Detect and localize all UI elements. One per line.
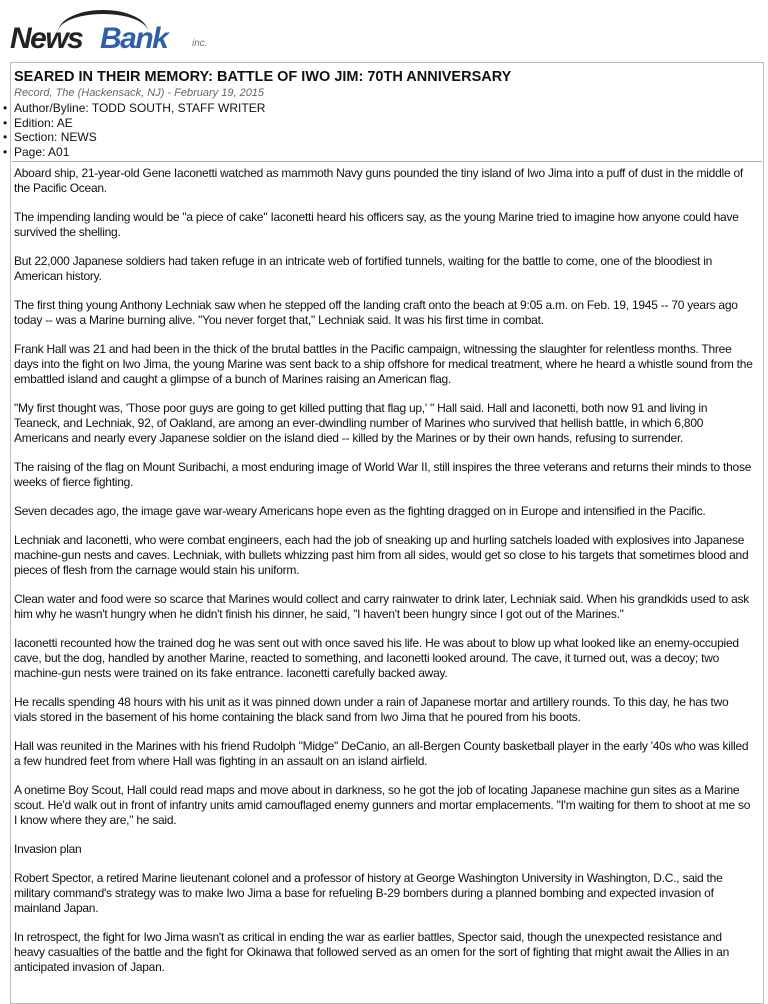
article-paragraph: Hall was reunited in the Marines with his friend Rudolph "Midge" DeCanio, an all-Bergen County basketball player in the early '40s who was killed a few hundred feet from where Hall was fighting in an assault on an island airfield. <box>14 739 749 768</box>
article-paragraph: The impending landing would be "a piece of cake" Iaconetti heard his officers say, as the young Marine tried to imagine how anyone could have survived the shelling. <box>14 210 739 239</box>
divider <box>12 161 762 162</box>
logo-bank-text: Bank <box>100 22 168 55</box>
article-paragraph: Lechniak and Iaconetti, who were combat engineers, each had the job of sneaking up and hurling satchels loaded with explosives into Japanese machine-gun nests and caves. Lechniak, with bullets whizzing past him from all sides, would get so close to his targets that sometimes blood and pieces of flesh from the carnage would stain his uniform. <box>14 533 749 577</box>
article-paragraph: Aboard ship, 21-year-old Gene Iaconetti watched as mammoth Navy guns pounded the tiny island of Iwo Jima into a puff of dust in the middle of the Pacific Ocean. <box>14 166 743 195</box>
article-paragraph: But 22,000 Japanese soldiers had taken refuge in an intricate web of fortified tunnels, waiting for the battle to come, one of the bloodiest in American history. <box>14 254 713 283</box>
logo-inc-text: inc. <box>192 38 208 49</box>
newsbank-logo <box>8 8 228 58</box>
article-paragraph: Robert Spector, a retired Marine lieutenant colonel and a professor of history at George Washington University in Washington, D.C., said the military command's strategy was to make Iwo Jima a base for refueling B-29 bombers during a planned bombing and expected invasion of mainland Japan. <box>14 871 723 915</box>
article-title: SEARED IN THEIR MEMORY: BATTLE OF IWO JIM: 70TH ANNIVERSARY <box>14 69 512 85</box>
article-paragraph: The raising of the flag on Mount Suribachi, a most enduring image of World War II, still inspires the three veterans and returns their minds to those weeks of fierce fighting. <box>14 460 752 489</box>
meta-author: • Author/Byline: TODD SOUTH, STAFF WRITER <box>0 101 265 116</box>
meta-section: • Section: NEWS <box>0 130 265 145</box>
meta-page: • Page: A01 <box>0 145 265 160</box>
meta-edition: • Edition: AE <box>0 116 265 131</box>
article-source: Record, The (Hackensack, NJ) - February 19, 2015 <box>14 87 265 99</box>
article-paragraph: In retrospect, the fight for Iwo Jima wasn't as critical in ending the war as earlier battles, Spector said, though the unexpected resistance and heavy casualties of the battle and the fight for Okinawa that followed served as an omen for the sort of fighting that might await the Allies in an anticipated invasion of Japan. <box>14 930 730 974</box>
article-paragraph: He recalls spending 48 hours with his unit as it was pinned down under a rain of Japanese mortar and artillery rounds. To this day, he has two vials stored in the basement of his home containing the black sand from Iwo Jima that he poured from his boots. <box>14 695 729 724</box>
logo-news-text: News <box>10 22 83 55</box>
article-paragraph: Seven decades ago, the image gave war-weary Americans hope even as the fighting dragged on in Europe and intensified in the Pacific. <box>14 504 706 518</box>
article-paragraph: Invasion plan <box>14 842 82 856</box>
article-paragraph: A onetime Boy Scout, Hall could read maps and move about in darkness, so he got the job of locating Japanese machine gun sites as a Marine scout. He'd walk out in front of infantry units amid camouflaged enemy gunners and mortar emplacements. "I'm waiting for them to shoot at me so I know where they are," he said. <box>14 783 751 827</box>
article-metadata <box>0 101 265 159</box>
article-body <box>14 166 754 989</box>
article-paragraph: The first thing young Anthony Lechniak saw when he stepped off the landing craft onto the beach at 9:05 a.m. on Feb. 19, 1945 -- 70 years ago today -- was a Marine burning alive. "You never forget that," Lechniak said. It was his first time in combat. <box>14 298 738 327</box>
article-paragraph: Iaconetti recounted how the trained dog he was sent out with once saved his life. He was about to blow up what looked like an enemy-occupied cave, but the dog, handled by another Marine, reacted to something, and Iaconetti looked around. The cave, it turned out, was a decoy; two machine-gun nests were trained on its fake entrance. Iaconetti carefully backed away. <box>14 636 739 680</box>
article-paragraph: "My first thought was, 'Those poor guys are going to get killed putting that flag up,' " Hall said. Hall and Iaconetti, both now 91 and living in Teaneck, and Lechniak, 92, of Oakland, are among an ever-dwindling number of Marines who survived that hellish battle, in which 6,800 Americans and nearly every Japanese soldier on the island died -- killed by the Marines or by their own hands, refusing to surrender. <box>14 401 708 445</box>
article-paragraph: Clean water and food were so scarce that Marines would collect and carry rainwater to drink later, Lechniak said. When his grandkids used to ask him why he wasn't hungry when he didn't finish his dinner, he said, "I haven't been hungry since I got out of the Marines." <box>14 592 750 621</box>
article-paragraph: Frank Hall was 21 and had been in the thick of the brutal battles in the Pacific campaign, witnessing the slaughter for relentless months. Three days into the fight on Iwo Jima, the young Marine was sent back to a ship offshore for medical treatment, where he heard a whistle sound from the embattled island and caught a glimpse of a bunch of Marines raising an American flag. <box>14 342 753 386</box>
